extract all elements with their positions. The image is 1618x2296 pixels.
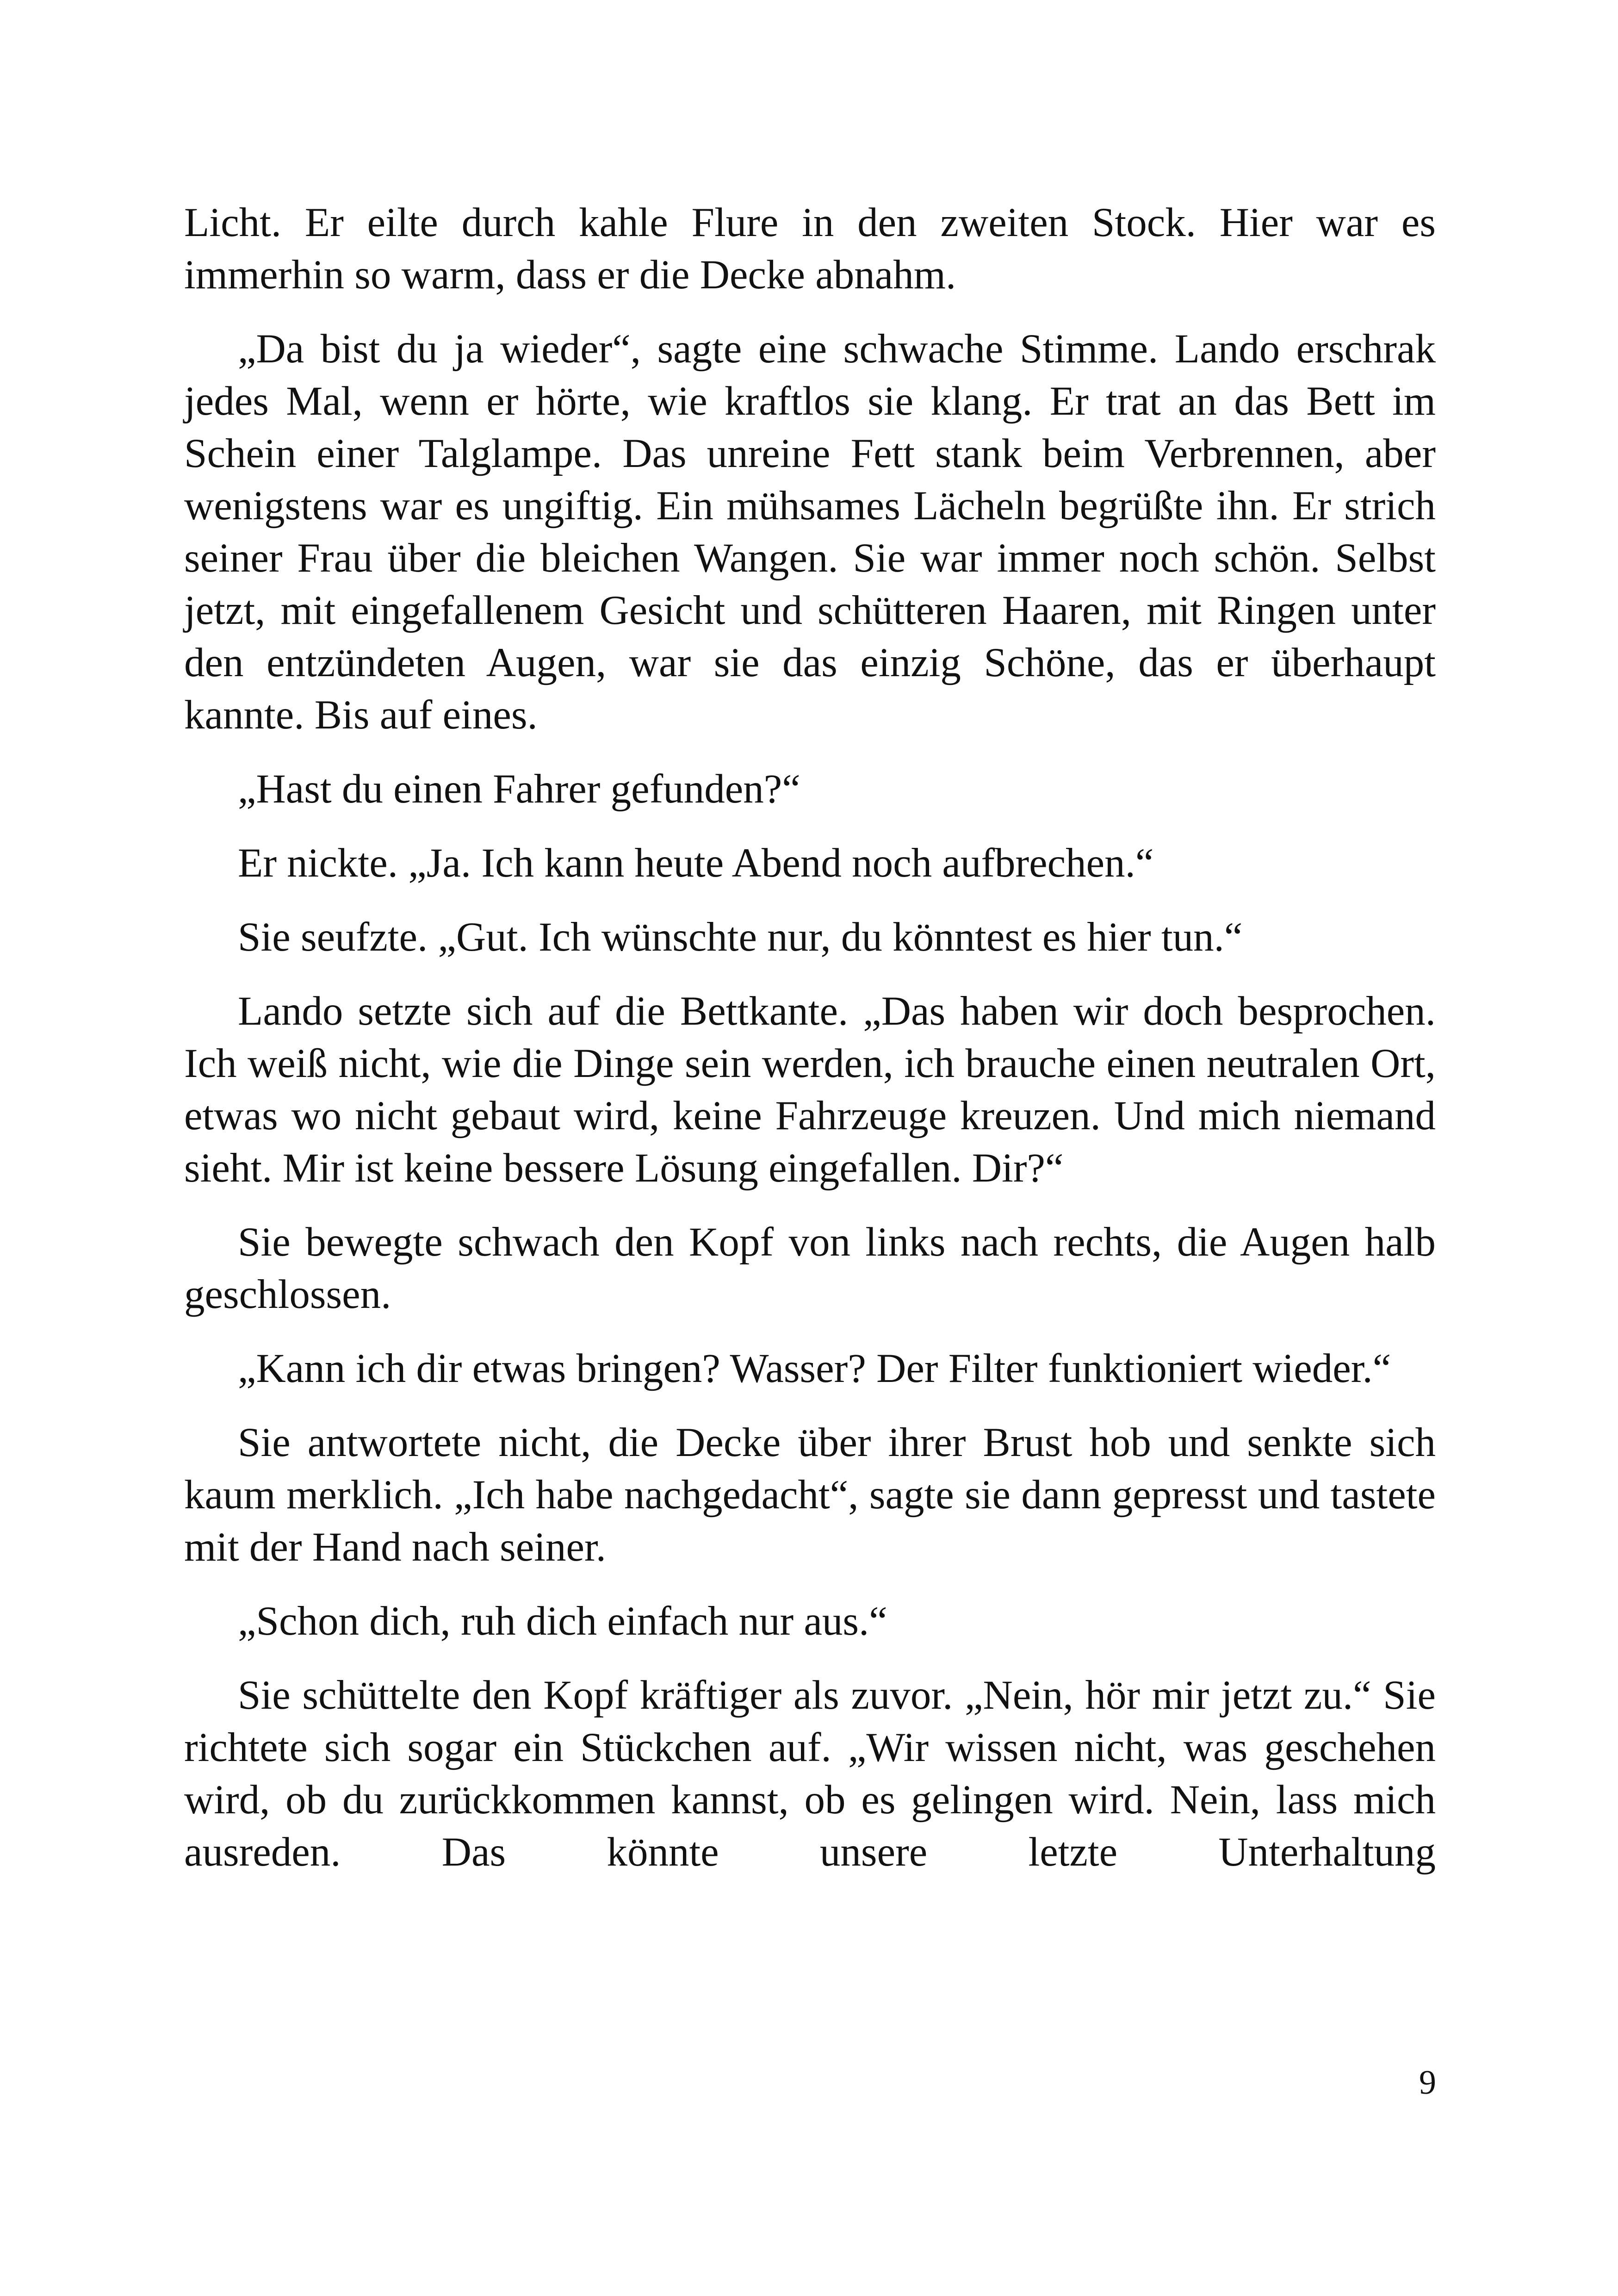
paragraph: Sie antwortete nicht, die Decke über ihrer Brust hob und senkte sich kaum merklich. „Ich habe nachgedacht“, sagte sie dann gepresst und tastete mit der Hand nach seiner. (184, 1420, 1436, 1570)
body-text (184, 197, 1436, 1879)
paragraph: „Kann ich dir etwas bringen? Wasser? Der Filter funktioniert wieder.“ (238, 1346, 1391, 1391)
paragraph: „Hast du einen Fahrer gefunden?“ (238, 766, 800, 812)
page-number: 9 (1419, 2064, 1436, 2102)
paragraph: „Schon dich, ruh dich einfach nur aus.“ (238, 1599, 887, 1644)
paragraph: Sie seufzte. „Gut. Ich wünschte nur, du könntest es hier tun.“ (238, 915, 1243, 960)
paragraph: Sie bewegte schwach den Kopf von links nach rechts, die Augen halb geschlossen. (184, 1220, 1436, 1317)
paragraph: Er nickte. „Ja. Ich kann heute Abend noch aufbrechen.“ (238, 840, 1154, 886)
paragraph: „Da bist du ja wieder“, sagte eine schwache Stimme. Lando erschrak jedes Mal, wenn er hörte, wie kraftlos sie klang. Er trat an das Bett im Schein einer Talglampe. Das unreine Fett stank beim Verbrennen, aber wenigstens war es ungiftig. Ein mühsames Lächeln begrüßte ihn. Er strich seiner Frau über die bleichen Wangen. Sie war immer noch schön. Selbst jetzt, mit eingefallenem Gesicht und schütteren Haaren, mit Ringen unter den entzündeten Augen, war sie das einzig Schöne, das er überhaupt kannte. Bis auf eines. (184, 326, 1436, 738)
paragraph: Licht. Er eilte durch kahle Flure in den zweiten Stock. Hier war es immerhin so warm, dass er die Decke abnahm. (184, 200, 1436, 298)
paragraph: Sie schüttelte den Kopf kräftiger als zuvor. „Nein, hör mir jetzt zu.“ Sie richtete sich sogar ein Stückchen auf. „Wir wissen nicht, was geschehen wird, ob du zurückkommen kannst, ob es gelingen wird. Nein, lass mich ausreden. Das könnte unsere letzte Unterhaltung (184, 1673, 1436, 1875)
paragraph: Lando setzte sich auf die Bettkante. „Das haben wir doch besprochen. Ich weiß nicht, wie die Dinge sein werden, ich brauche einen neutralen Ort, etwas wo nicht gebaut wird, keine Fahrzeuge kreuzen. Und mich niemand sieht. Mir ist keine bessere Lösung eingefallen. Dir?“ (184, 989, 1436, 1191)
